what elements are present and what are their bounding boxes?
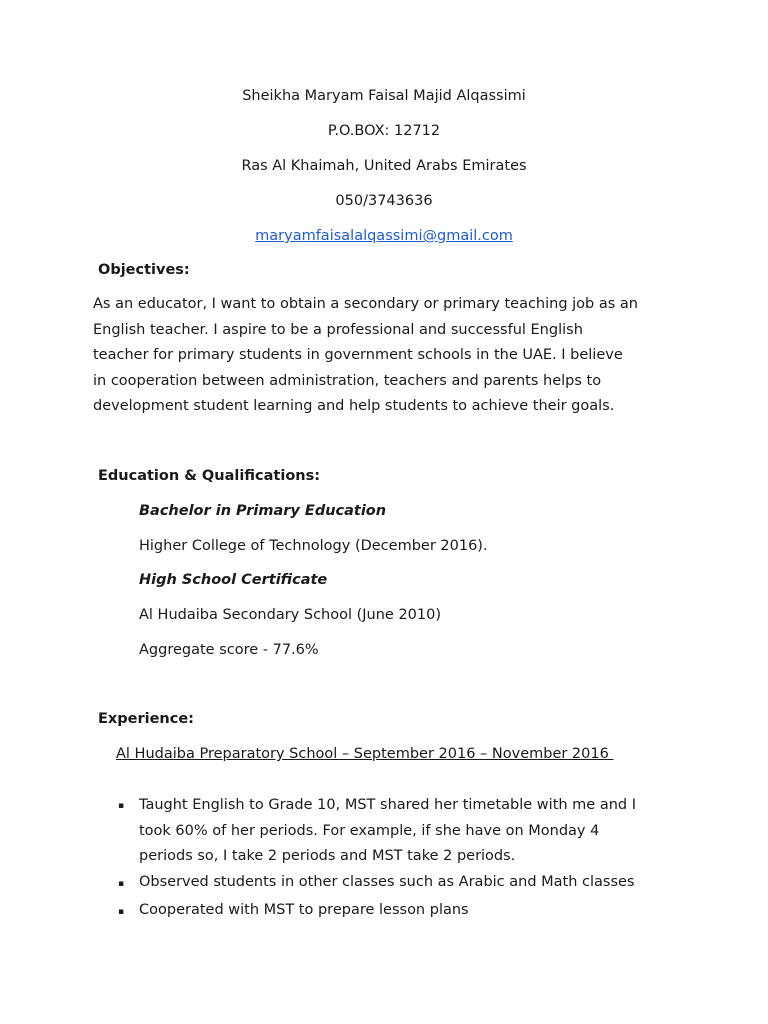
- bullet-line: took 60% of her periods. For example, if she have on Monday 4: [139, 822, 600, 839]
- po-box: P.O.BOX: 12712: [327, 123, 441, 139]
- objectives-line: in cooperation between administration, teachers and parents helps to: [93, 372, 602, 389]
- job-title: Al Hudaiba Preparatory School – September 2016 – November 2016: [116, 746, 614, 762]
- email-link[interactable]: maryamfaisalalqassimi@gmail.com: [255, 228, 513, 244]
- bullet-line: Cooperated with MST to prepare lesson plans: [139, 902, 469, 918]
- objectives-heading: Objectives:: [98, 262, 190, 278]
- experience-heading: Experience:: [98, 711, 194, 727]
- bullet-icon: ▪: [118, 801, 125, 811]
- education-heading: Education & Qualifications:: [98, 468, 321, 484]
- applicant-name: Sheikha Maryam Faisal Majid Alqassimi: [242, 88, 526, 104]
- objectives-line: development student learning and help students to achieve their goals.: [93, 398, 615, 414]
- degree-bachelor-institution: Higher College of Technology (December 2016).: [139, 538, 488, 554]
- degree-bachelor: Bachelor in Primary Education: [139, 503, 387, 519]
- bullet-icon: ▪: [118, 879, 125, 889]
- aggregate-score: Aggregate score - 77.6%: [139, 642, 319, 658]
- bullet-line: Observed students in other classes such as Arabic and Math classes: [139, 874, 635, 890]
- bullet-line: periods so, I take 2 periods and MST take 2 periods.: [139, 848, 516, 864]
- experience-bullet: [139, 898, 699, 924]
- experience-bullet: [139, 793, 699, 870]
- degree-high-school: High School Certificate: [139, 572, 328, 588]
- objectives-paragraph: [93, 292, 693, 420]
- objectives-line: English teacher. I aspire to be a professional and successful English: [93, 321, 583, 338]
- objectives-line: As an educator, I want to obtain a secondary or primary teaching job as an: [93, 296, 638, 312]
- objectives-line: teacher for primary students in government schools in the UAE. I believe: [93, 347, 623, 363]
- address: Ras Al Khaimah, United Arabs Emirates: [241, 158, 527, 174]
- email-line: [0, 226, 768, 246]
- experience-bullet: [139, 870, 699, 896]
- phone-number: 050/3743636: [335, 193, 433, 209]
- degree-high-school-institution: Al Hudaiba Secondary School (June 2010): [139, 607, 442, 623]
- bullet-line: Taught English to Grade 10, MST shared her timetable with me and I: [139, 797, 636, 813]
- bullet-icon: ▪: [118, 907, 125, 917]
